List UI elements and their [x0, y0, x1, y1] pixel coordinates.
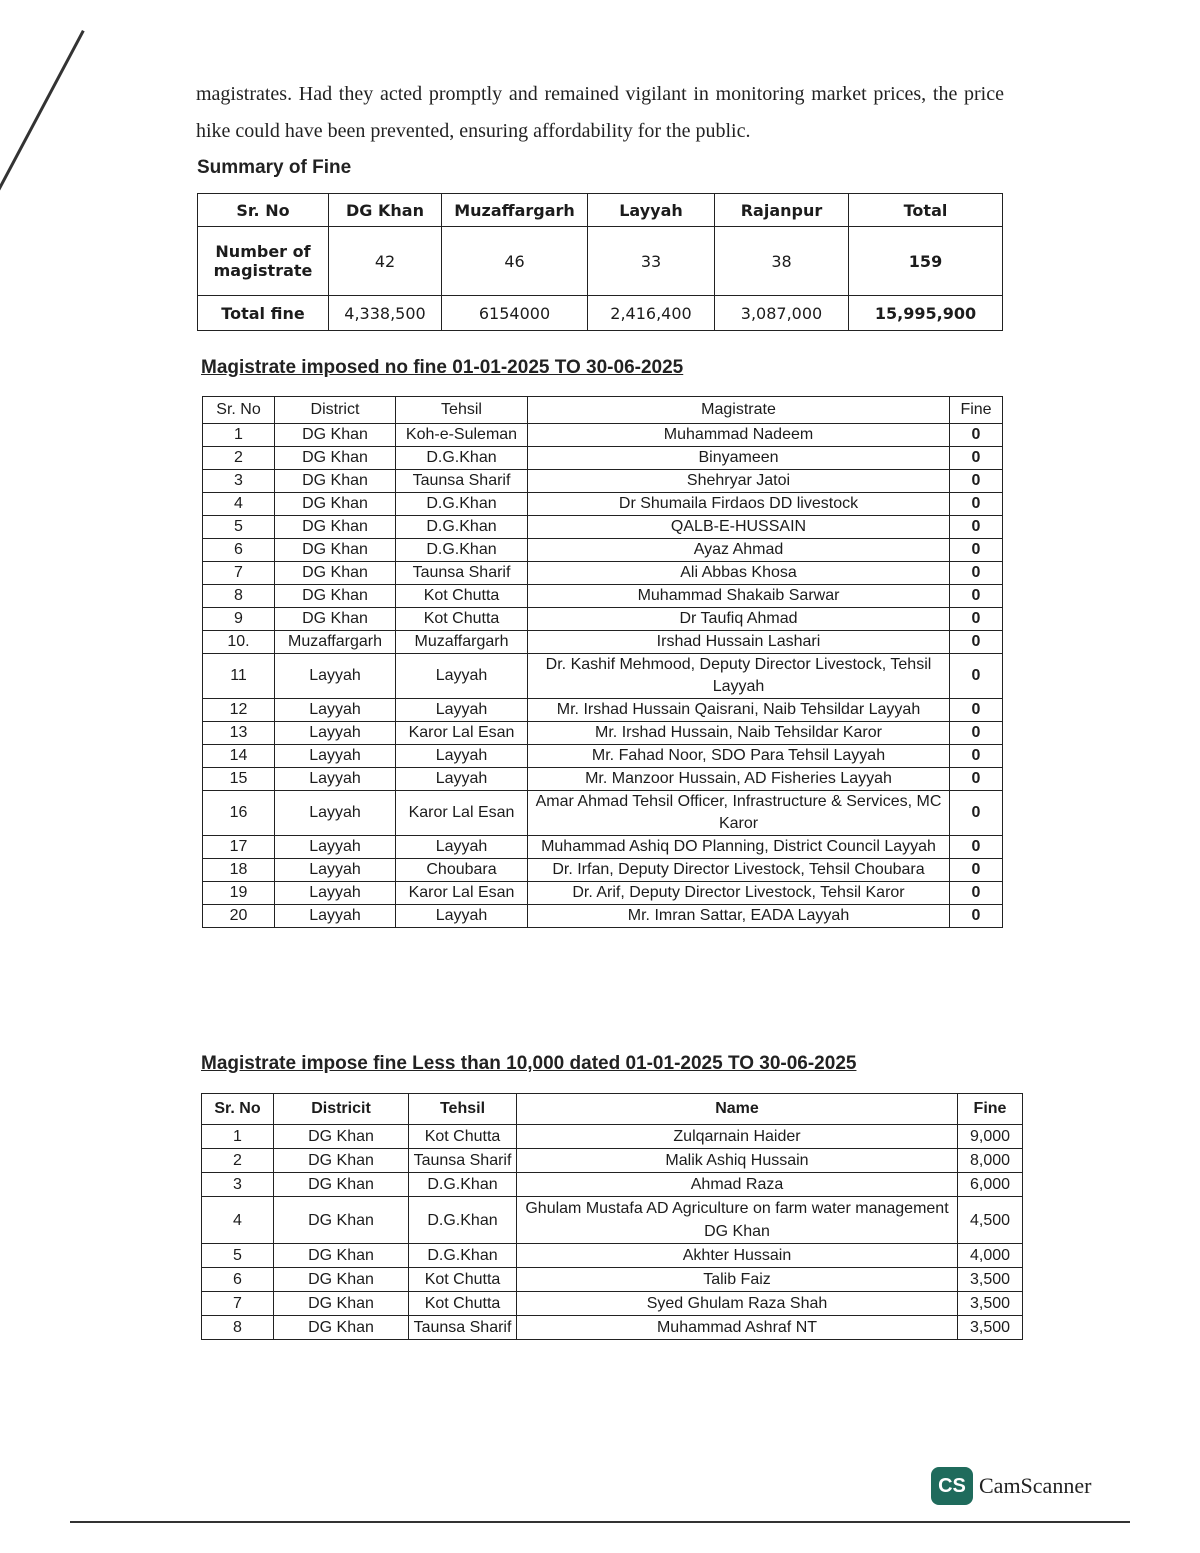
no-fine-row [203, 562, 1003, 585]
no-fine-row [203, 654, 1003, 699]
sr-no-cell: 4 [203, 493, 275, 516]
sr-no-cell: 13 [203, 722, 275, 745]
less-fine-heading: Magistrate impose fine Less than 10,000 dated 01-01-2025 TO 30-06-2025 [201, 1053, 857, 1074]
tehsil-cell: Layyah [396, 654, 528, 699]
sr-no-cell: 6 [202, 1268, 274, 1292]
district-cell: DG Khan [274, 1292, 409, 1316]
name-cell: Mr. Irshad Hussain Qaisrani, Naib Tehsildar Layyah [528, 699, 950, 722]
tehsil-cell: Choubara [396, 859, 528, 882]
fine-cell: 0 [950, 768, 1003, 791]
less-fine-header-district: Districit [274, 1094, 409, 1125]
fine-cell: 0 [950, 562, 1003, 585]
fine-cell: 6,000 [958, 1173, 1023, 1197]
fine-cell: 0 [950, 882, 1003, 905]
name-cell: Amar Ahmad Tehsil Officer, Infrastructure & Services, MC Karor [528, 791, 950, 836]
district-cell: DG Khan [274, 1316, 409, 1340]
tehsil-cell: D.G.Khan [396, 493, 528, 516]
district-cell: DG Khan [275, 539, 396, 562]
fine-cell: 0 [950, 654, 1003, 699]
sr-no-cell: 3 [203, 470, 275, 493]
no-fine-row [203, 836, 1003, 859]
summary-row-label: Number of magistrate [198, 227, 329, 296]
fine-cell: 3,500 [958, 1268, 1023, 1292]
fine-cell: 0 [950, 424, 1003, 447]
tehsil-cell: D.G.Khan [409, 1244, 517, 1268]
sr-no-cell: 17 [203, 836, 275, 859]
tehsil-cell: Kot Chutta [409, 1292, 517, 1316]
camscanner-logo-icon: CS [931, 1467, 973, 1505]
no-fine-row [203, 768, 1003, 791]
tehsil-cell: D.G.Khan [409, 1197, 517, 1244]
district-cell: DG Khan [275, 608, 396, 631]
fine-cell: 0 [950, 699, 1003, 722]
fine-cell: 4,500 [958, 1197, 1023, 1244]
sr-no-cell: 2 [202, 1149, 274, 1173]
tehsil-cell: Layyah [396, 836, 528, 859]
sr-no-cell: 12 [203, 699, 275, 722]
fine-cell: 0 [950, 493, 1003, 516]
less-fine-row [202, 1244, 1023, 1268]
no-fine-row [203, 424, 1003, 447]
name-cell: Ayaz Ahmad [528, 539, 950, 562]
fine-cell: 3,500 [958, 1292, 1023, 1316]
district-cell: Muzaffargarh [275, 631, 396, 654]
fine-cell: 0 [950, 722, 1003, 745]
no-fine-heading: Magistrate imposed no fine 01-01-2025 TO 30-06-2025 [201, 357, 684, 378]
tehsil-cell: Layyah [396, 699, 528, 722]
district-cell: Layyah [275, 905, 396, 928]
sr-no-cell: 19 [203, 882, 275, 905]
name-cell: Binyameen [528, 447, 950, 470]
sr-no-cell: 20 [203, 905, 275, 928]
name-cell: Muhammad Ashraf NT [517, 1316, 958, 1340]
bottom-rule [70, 1521, 1130, 1523]
sr-no-cell: 18 [203, 859, 275, 882]
name-cell: Talib Faiz [517, 1268, 958, 1292]
sr-no-cell: 7 [203, 562, 275, 585]
no-fine-row [203, 722, 1003, 745]
camscanner-label: CamScanner [979, 1473, 1092, 1498]
district-cell: DG Khan [275, 493, 396, 516]
district-cell: Layyah [275, 699, 396, 722]
fine-cell: 0 [950, 470, 1003, 493]
district-cell: DG Khan [275, 562, 396, 585]
sr-no-cell: 8 [203, 585, 275, 608]
sr-no-cell: 11 [203, 654, 275, 699]
less-fine-row [202, 1125, 1023, 1149]
fine-cell: 0 [950, 539, 1003, 562]
tehsil-cell: Taunsa Sharif [409, 1316, 517, 1340]
no-fine-row [203, 791, 1003, 836]
tehsil-cell: Karor Lal Esan [396, 791, 528, 836]
name-cell: Syed Ghulam Raza Shah [517, 1292, 958, 1316]
district-cell: Layyah [275, 859, 396, 882]
fine-cell: 0 [950, 905, 1003, 928]
tehsil-cell: Karor Lal Esan [396, 882, 528, 905]
district-cell: DG Khan [274, 1149, 409, 1173]
no-fine-row [203, 745, 1003, 768]
no-fine-row [203, 882, 1003, 905]
less-fine-header-tehsil: Tehsil [409, 1094, 517, 1125]
no-fine-header-tehsil: Tehsil [396, 397, 528, 424]
no-fine-header-district: District [275, 397, 396, 424]
summary-cell: 2,416,400 [588, 296, 715, 331]
summary-of-fine-table [197, 193, 1003, 331]
district-cell: DG Khan [275, 424, 396, 447]
district-cell: DG Khan [275, 585, 396, 608]
sr-no-cell: 14 [203, 745, 275, 768]
name-cell: QALB-E-HUSSAIN [528, 516, 950, 539]
district-cell: Layyah [275, 745, 396, 768]
less-fine-header-name: Name [517, 1094, 958, 1125]
sr-no-cell: 9 [203, 608, 275, 631]
tehsil-cell: Kot Chutta [409, 1268, 517, 1292]
fine-cell: 0 [950, 447, 1003, 470]
tehsil-cell: Layyah [396, 905, 528, 928]
camscanner-watermark [931, 1467, 1091, 1505]
fine-cell: 0 [950, 745, 1003, 768]
district-cell: Layyah [275, 654, 396, 699]
no-fine-row [203, 699, 1003, 722]
tehsil-cell: D.G.Khan [396, 447, 528, 470]
district-cell: DG Khan [274, 1268, 409, 1292]
name-cell: Mr. Imran Sattar, EADA Layyah [528, 905, 950, 928]
name-cell: Dr. Arif, Deputy Director Livestock, Tehsil Karor [528, 882, 950, 905]
no-fine-header-sr: Sr. No [203, 397, 275, 424]
name-cell: Dr. Irfan, Deputy Director Livestock, Tehsil Choubara [528, 859, 950, 882]
tehsil-cell: Muzaffargarh [396, 631, 528, 654]
sr-no-cell: 1 [202, 1125, 274, 1149]
summary-cell: 46 [442, 227, 588, 296]
no-fine-row [203, 539, 1003, 562]
fine-cell: 0 [950, 836, 1003, 859]
fine-cell: 4,000 [958, 1244, 1023, 1268]
name-cell: Irshad Hussain Lashari [528, 631, 950, 654]
tehsil-cell: Taunsa Sharif [409, 1149, 517, 1173]
summary-header-sr: Sr. No [198, 194, 329, 227]
summary-total-cell: 159 [849, 227, 1003, 296]
district-cell: DG Khan [274, 1244, 409, 1268]
sr-no-cell: 6 [203, 539, 275, 562]
district-cell: Layyah [275, 768, 396, 791]
district-cell: Layyah [275, 882, 396, 905]
name-cell: Muhammad Nadeem [528, 424, 950, 447]
summary-cell: 33 [588, 227, 715, 296]
summary-cell: 6154000 [442, 296, 588, 331]
less-fine-row [202, 1197, 1023, 1244]
tehsil-cell: Kot Chutta [396, 608, 528, 631]
less-fine-row [202, 1292, 1023, 1316]
sr-no-cell: 5 [203, 516, 275, 539]
no-fine-header-fine: Fine [950, 397, 1003, 424]
less-fine-row [202, 1268, 1023, 1292]
name-cell: Mr. Manzoor Hussain, AD Fisheries Layyah [528, 768, 950, 791]
district-cell: DG Khan [274, 1173, 409, 1197]
sr-no-cell: 5 [202, 1244, 274, 1268]
pen-stroke-mark [0, 30, 86, 191]
sr-no-cell: 8 [202, 1316, 274, 1340]
tehsil-cell: D.G.Khan [409, 1173, 517, 1197]
fine-cell: 0 [950, 791, 1003, 836]
tehsil-cell: Taunsa Sharif [396, 562, 528, 585]
district-cell: DG Khan [275, 470, 396, 493]
sr-no-cell: 10. [203, 631, 275, 654]
name-cell: Muhammad Shakaib Sarwar [528, 585, 950, 608]
less-fine-table [201, 1093, 1023, 1340]
less-fine-header-sr: Sr. No [202, 1094, 274, 1125]
no-fine-header-magistrate: Magistrate [528, 397, 950, 424]
tehsil-cell: Layyah [396, 768, 528, 791]
no-fine-table [202, 396, 1003, 928]
district-cell: DG Khan [274, 1125, 409, 1149]
summary-header-muzaffargarh: Muzaffargarh [442, 194, 588, 227]
no-fine-row [203, 447, 1003, 470]
sr-no-cell: 16 [203, 791, 275, 836]
district-cell: Layyah [275, 791, 396, 836]
tehsil-cell: D.G.Khan [396, 516, 528, 539]
fine-cell: 0 [950, 631, 1003, 654]
name-cell: Dr. Kashif Mehmood, Deputy Director Livestock, Tehsil Layyah [528, 654, 950, 699]
less-fine-row [202, 1173, 1023, 1197]
fine-cell: 0 [950, 608, 1003, 631]
sr-no-cell: 1 [203, 424, 275, 447]
sr-no-cell: 3 [202, 1173, 274, 1197]
no-fine-row [203, 608, 1003, 631]
summary-row-label: Total fine [198, 296, 329, 331]
name-cell: Mr. Irshad Hussain, Naib Tehsildar Karor [528, 722, 950, 745]
name-cell: Ali Abbas Khosa [528, 562, 950, 585]
summary-header-dgkhan: DG Khan [329, 194, 442, 227]
name-cell: Dr Shumaila Firdaos DD livestock [528, 493, 950, 516]
fine-cell: 9,000 [958, 1125, 1023, 1149]
name-cell: Shehryar Jatoi [528, 470, 950, 493]
summary-header-rajanpur: Rajanpur [715, 194, 849, 227]
tehsil-cell: Karor Lal Esan [396, 722, 528, 745]
name-cell: Malik Ashiq Hussain [517, 1149, 958, 1173]
district-cell: Layyah [275, 836, 396, 859]
no-fine-row [203, 585, 1003, 608]
fine-cell: 0 [950, 585, 1003, 608]
sr-no-cell: 4 [202, 1197, 274, 1244]
summary-header-layyah: Layyah [588, 194, 715, 227]
less-fine-row [202, 1149, 1023, 1173]
name-cell: Akhter Hussain [517, 1244, 958, 1268]
no-fine-row [203, 470, 1003, 493]
tehsil-cell: Kot Chutta [409, 1125, 517, 1149]
name-cell: Zulqarnain Haider [517, 1125, 958, 1149]
tehsil-cell: D.G.Khan [396, 539, 528, 562]
fine-cell: 8,000 [958, 1149, 1023, 1173]
summary-total-cell: 15,995,900 [849, 296, 1003, 331]
no-fine-row [203, 516, 1003, 539]
tehsil-cell: Kot Chutta [396, 585, 528, 608]
summary-cell: 4,338,500 [329, 296, 442, 331]
name-cell: Muhammad Ashiq DO Planning, District Council Layyah [528, 836, 950, 859]
intro-paragraph: magistrates. Had they acted promptly and remained vigilant in monitoring market prices, the price hike could have been prevented, ensuring affordability for the public. [196, 83, 1004, 142]
summary-cell: 38 [715, 227, 849, 296]
no-fine-row [203, 631, 1003, 654]
summary-header-total: Total [849, 194, 1003, 227]
district-cell: DG Khan [274, 1197, 409, 1244]
fine-cell: 0 [950, 859, 1003, 882]
tehsil-cell: Koh-e-Suleman [396, 424, 528, 447]
name-cell: Dr Taufiq Ahmad [528, 608, 950, 631]
fine-cell: 3,500 [958, 1316, 1023, 1340]
name-cell: Ghulam Mustafa AD Agriculture on farm water management DG Khan [517, 1197, 958, 1244]
district-cell: Layyah [275, 722, 396, 745]
name-cell: Mr. Fahad Noor, SDO Para Tehsil Layyah [528, 745, 950, 768]
district-cell: DG Khan [275, 447, 396, 470]
summary-heading: Summary of Fine [197, 157, 352, 178]
summary-cell: 3,087,000 [715, 296, 849, 331]
less-fine-row [202, 1316, 1023, 1340]
sr-no-cell: 15 [203, 768, 275, 791]
summary-cell: 42 [329, 227, 442, 296]
sr-no-cell: 2 [203, 447, 275, 470]
name-cell: Ahmad Raza [517, 1173, 958, 1197]
tehsil-cell: Layyah [396, 745, 528, 768]
less-fine-header-fine: Fine [958, 1094, 1023, 1125]
no-fine-row [203, 493, 1003, 516]
sr-no-cell: 7 [202, 1292, 274, 1316]
tehsil-cell: Taunsa Sharif [396, 470, 528, 493]
no-fine-row [203, 905, 1003, 928]
no-fine-row [203, 859, 1003, 882]
district-cell: DG Khan [275, 516, 396, 539]
fine-cell: 0 [950, 516, 1003, 539]
